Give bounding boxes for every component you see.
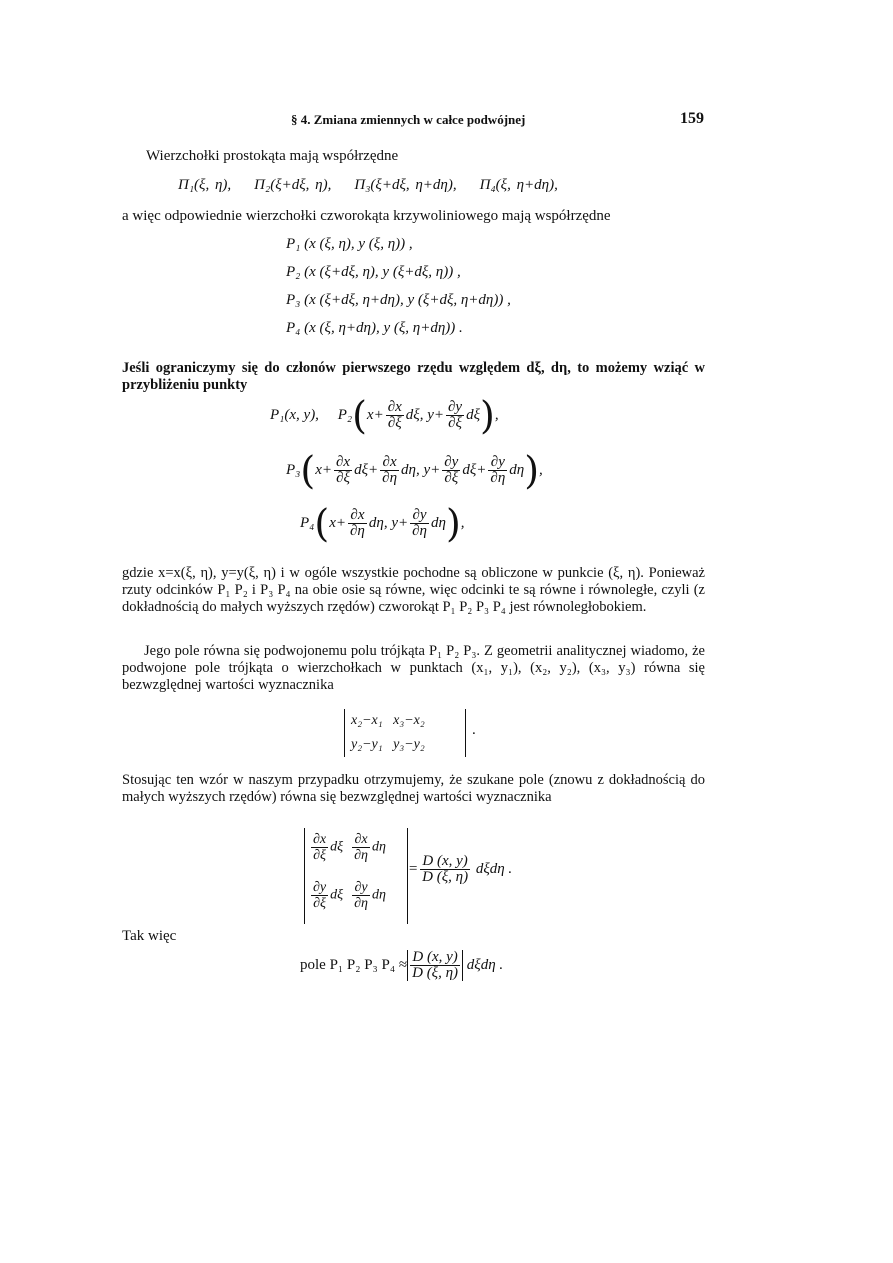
paragraph: Jego pole równa się podwojonemu polu trójkąta P₁ P₂ P₃. Z geometrii analitycznej wiadomo, że podwojone pole trójkąta o wierzchołkach w punktach (x₁, y₁), (x₂, y₂), (x₃, y₃) równa się bezwzględnej wartości wyznacznika xyxy=(122,643,705,693)
page-number: 159 xyxy=(680,110,704,127)
equation-approx-p3: P₃(x+ $\frac{\partial x}{\partial\xi}$ dξ+ $\frac{\partial x}{\partial\eta}$ dη, y+ $\frac{\partial y}{\partial\xi}$ dξ+ $\frac{\partial y}{\partial\eta}$ dη), xyxy=(286,448,543,493)
label-p4: P₄ xyxy=(300,514,315,531)
jacobian-equality: = $\frac{D (x, y)}{D (\xi, \eta)}$ dξdη . xyxy=(408,853,513,885)
vertex-pi2: Π₂(ξ+dξ, η), xyxy=(254,177,332,193)
vertex-pi3: Π₃(ξ+dξ, η+dη), xyxy=(354,177,457,193)
vertex-p3-curv: P₃ (x (ξ+dξ, η+dη), y (ξ+dξ, η+dη)) , xyxy=(286,292,511,308)
paragraph: Stosując ten wzór w naszym przypadku otrzymujemy, że szukane pole (znowu z dokładnością do małych wyższych rzędów) równa się bezwzględnej wartości wyznacznika xyxy=(122,772,705,805)
label-p3: P₃ xyxy=(286,461,301,478)
point-p1: P₁(x, y), xyxy=(270,406,319,423)
equation-rect-vertices xyxy=(178,177,558,194)
paragraph: a więc odpowiednie wierzchołki czworokąta krzywoliniowego mają współrzędne xyxy=(122,208,611,224)
paragraph: gdzie x=x(ξ, η), y=y(ξ, η) i w ogóle wszystkie pochodne są obliczone w punkcie (ξ, η). Ponieważ rzuty odcinków P₁ P₂ i P₃ P₄ na obie osie są równe, więc odcinki te są równe i równoległe, czyli (z dokładnością do małych wyższych rzędów) czworokąt P₁ P₂ P₃ P₄ jest równoległobokiem. xyxy=(122,565,705,615)
vertex-p4-curv: P₄ (x (ξ, η+dη), y (ξ, η+dη)) . xyxy=(286,320,463,336)
paragraph: Jeśli ograniczymy się do członów pierwszego rzędu względem dξ, dη, to możemy wziąć w przybliżeniu punkty xyxy=(122,360,705,393)
final-lhs: pole P₁ P₂ P₃ P₄ ≈ xyxy=(300,956,408,973)
running-header: § 4. Zmiana zmiennych w całce podwójnej xyxy=(291,112,526,127)
vertex-p2-curv: P₂ (x (ξ+dξ, η), y (ξ+dξ, η)) , xyxy=(286,264,461,280)
vertex-p1-curv: P₁ (x (ξ, η), y (ξ, η)) , xyxy=(286,236,413,252)
paragraph: Wierzchołki prostokąta mają współrzędne xyxy=(146,148,399,164)
vertex-pi1: Π₁(ξ, η), xyxy=(178,177,232,193)
paragraph: Tak więc xyxy=(122,928,177,944)
final-formula: pole P₁ P₂ P₃ P₄ ≈ $\frac{D (x, y)}{D (\xi, \eta)}$ dξdη . xyxy=(300,949,504,981)
determinant-jacobian: $\frac{\partial x}{\partial\xi}$ dξ $\frac{\partial x}{\partial\eta}$ dη $\frac{\partial y}{\partial\xi}$ dξ $\frac{\partial y}{\partial\eta}$ dη xyxy=(304,828,408,924)
equation-approx-p1-p2: P₁(x, y), P₂(x+ $\frac{\partial x}{\partial\xi}$ dξ, y+ $\frac{\partial y}{\partial\xi}$ dξ), xyxy=(270,393,499,438)
label-p2: P₂ xyxy=(337,406,353,423)
vertex-pi4: Π₄(ξ, η+dη), xyxy=(479,177,558,193)
equation-approx-p4: P₄(x+ $\frac{\partial x}{\partial\eta}$ dη, y+ $\frac{\partial y}{\partial\eta}$ dη), xyxy=(300,501,465,546)
determinant-vertices: x₂−x₁ x₃−x₂ y₂−y₁ y₃−y₂ xyxy=(344,709,466,757)
det1-period: . xyxy=(472,722,476,738)
